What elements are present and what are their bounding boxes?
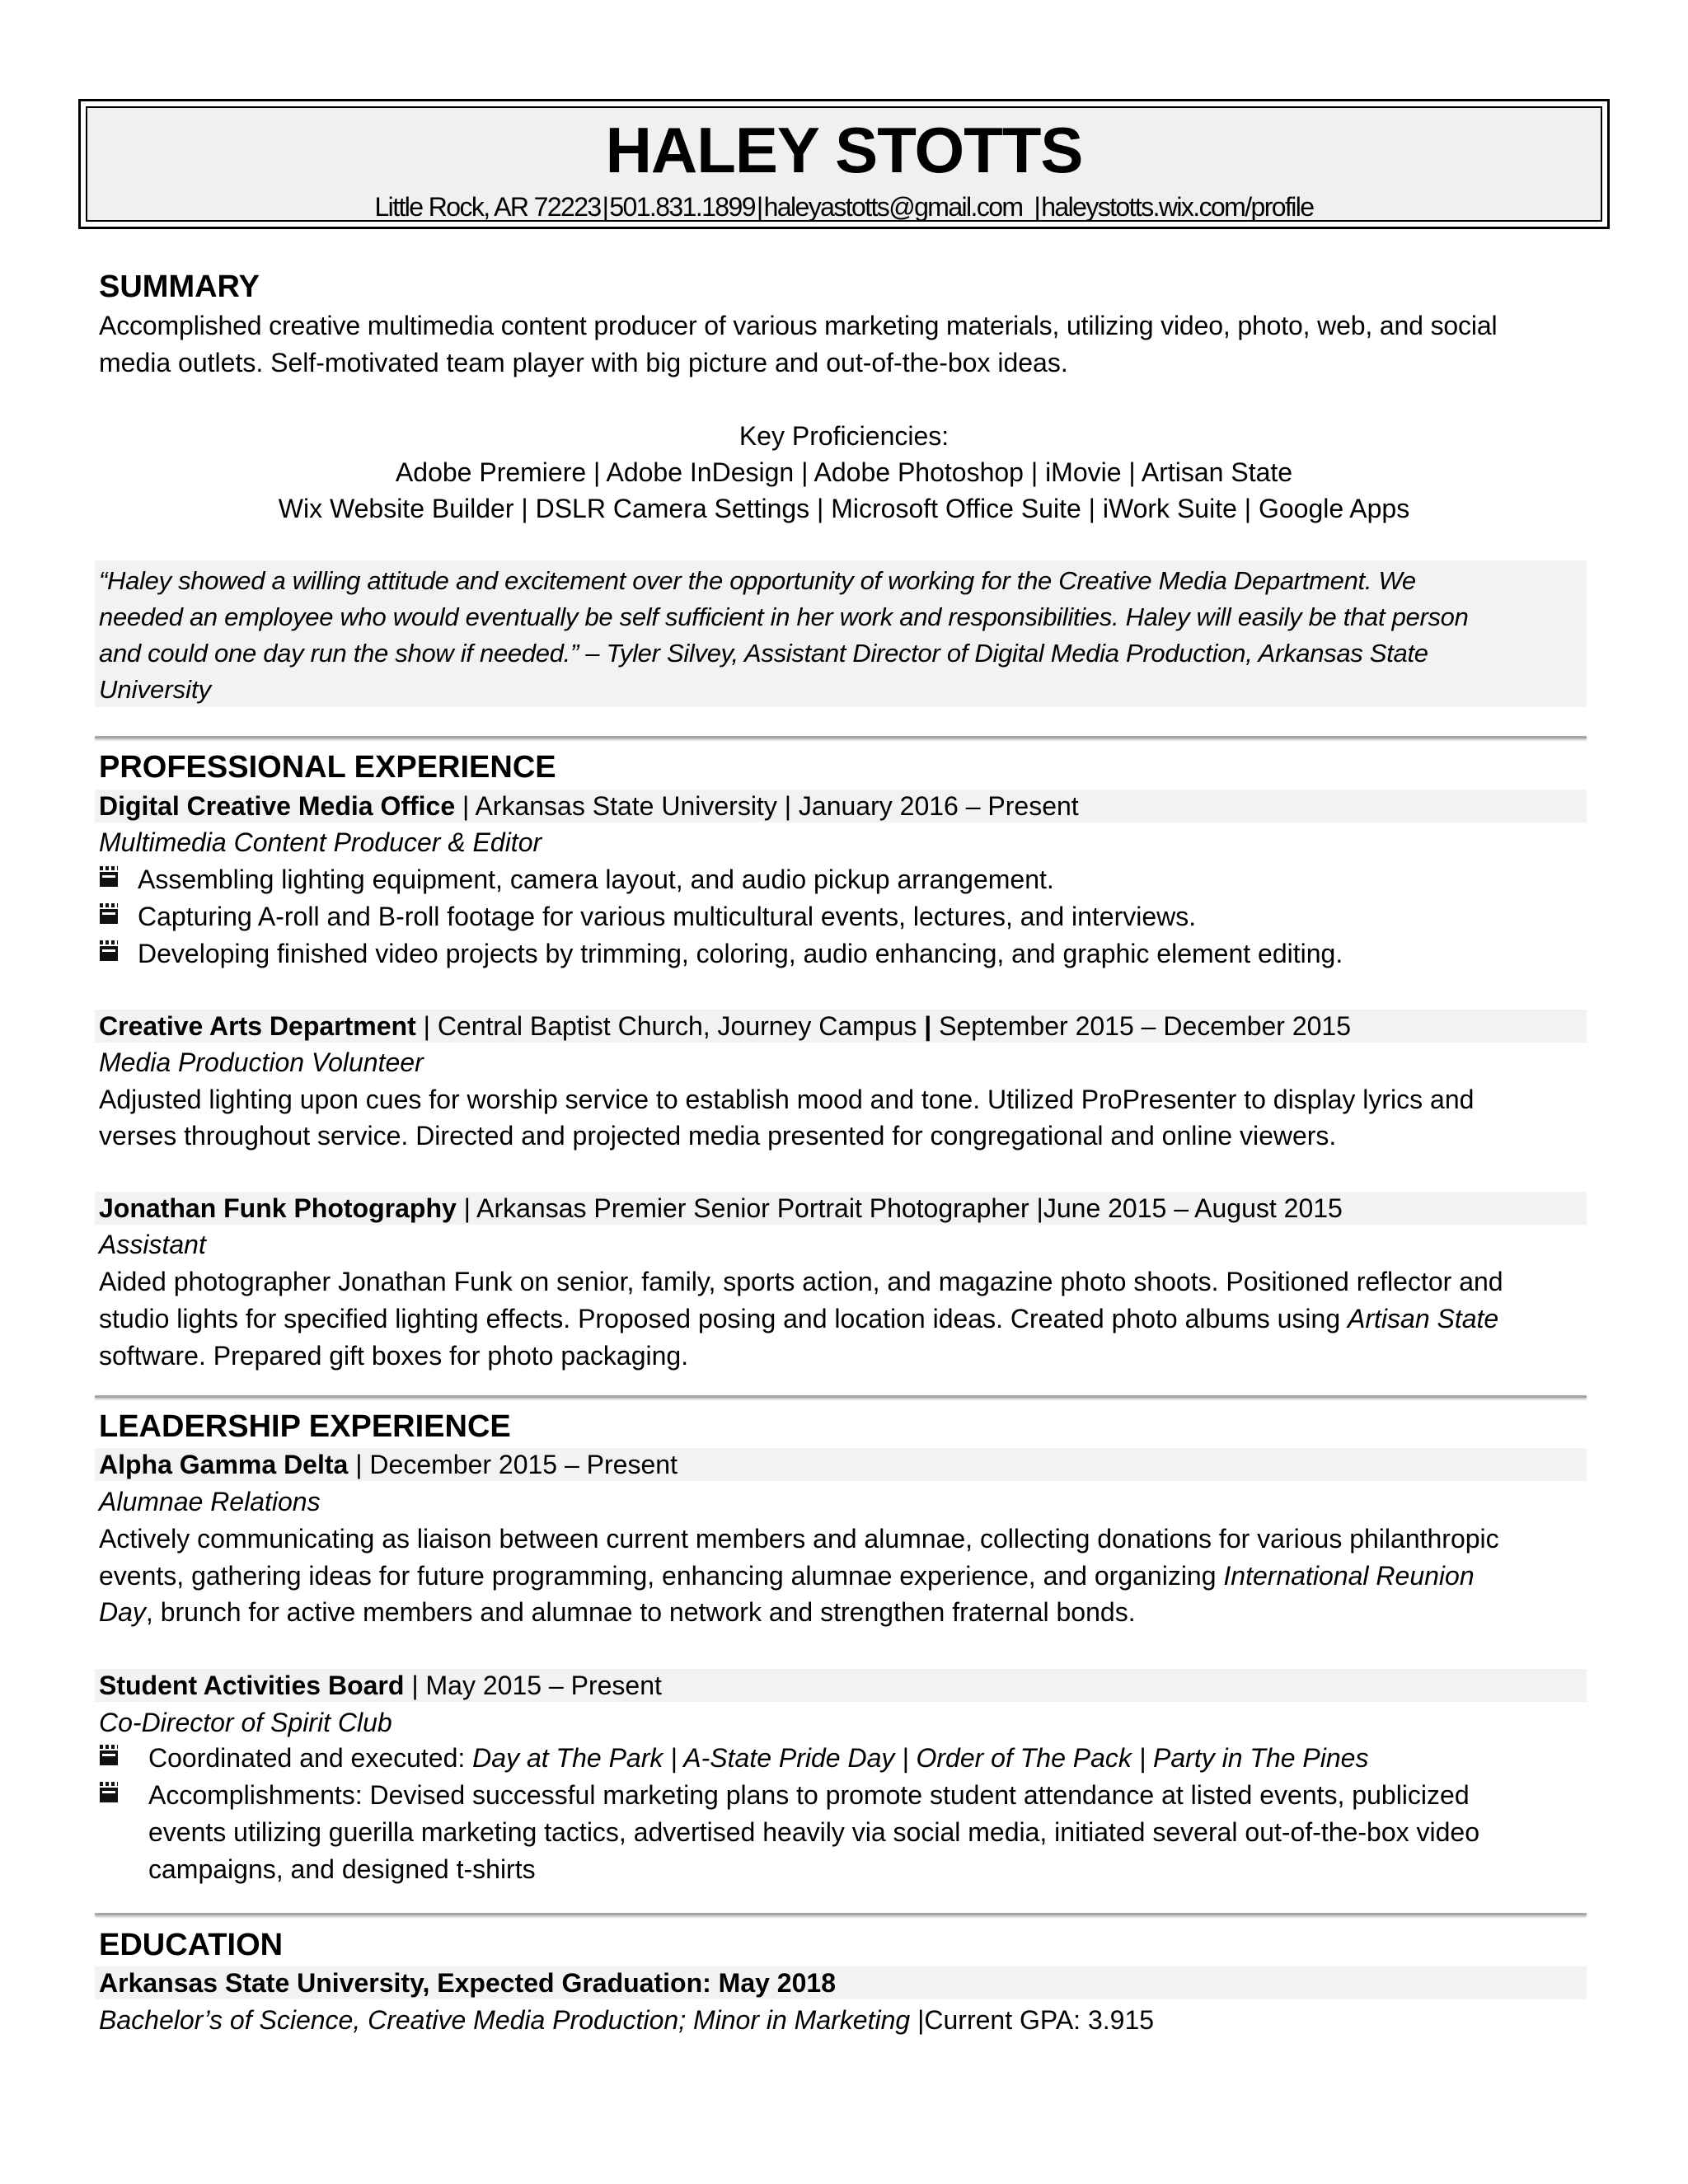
leadership-1-title: Alumnae Relations: [99, 1487, 321, 1516]
job-3-title: Assistant: [99, 1230, 206, 1259]
quote-line-1: “Haley showed a willing attitude and excitement over the opportunity of working for the Creative Media Department. We: [99, 566, 1416, 595]
proficiencies-line-2: Wix Website Builder | DSLR Camera Settings | Microsoft Office Suite | iWork Suite | Google Apps: [278, 494, 1410, 523]
job-2-title: Media Production Volunteer: [99, 1047, 424, 1077]
leadership-2-bullet-2-line-1: Accomplishments: Devised successful marketing plans to promote student attendance at listed events, publicized: [148, 1780, 1470, 1810]
phone: 501.831.1899: [609, 192, 755, 222]
section-divider: [95, 736, 1587, 738]
job-2-org: Creative Arts Department: [99, 1011, 416, 1041]
job-3-line-3: software. Prepared gift boxes for photo packaging.: [99, 1341, 689, 1371]
education-school: Arkansas State University, Expected Graduation: May 2018: [99, 1968, 836, 1998]
candidate-name: HALEY STOTTS: [605, 114, 1083, 186]
clapperboard-icon: [100, 872, 118, 887]
leadership-2-org: Student Activities Board: [99, 1671, 405, 1700]
education-gpa: |Current GPA: 3.915: [910, 2005, 1155, 2035]
clapperboard-icon: [100, 909, 118, 924]
website-link[interactable]: haleystotts.wix.com/profile: [1041, 192, 1314, 222]
leadership-2-bullet-2-line-2: events utilizing guerilla marketing tactics, advertised heavily via social media, initiated several out-of-the-box video: [148, 1817, 1480, 1847]
leadership-2-title: Co-Director of Spirit Club: [99, 1708, 392, 1737]
clapperboard-icon: [100, 946, 118, 961]
job-1-header: [99, 788, 1079, 824]
proficiencies-line-1: Adobe Premiere | Adobe InDesign | Adobe Photoshop | iMovie | Artisan State: [395, 457, 1293, 487]
professional-heading: PROFESSIONAL EXPERIENCE: [99, 750, 556, 785]
job-2-line-2: verses throughout service. Directed and projected media presented for congregational and online viewers.: [99, 1121, 1337, 1151]
leadership-1-line-3: Day, brunch for active members and alumnae to network and strengthen fraternal bonds.: [99, 1597, 1136, 1627]
quote-line-2: needed an employee who would eventually be self sufficient in her work and responsibilities. Haley will easily be that person: [99, 602, 1469, 631]
job-3-header: [99, 1190, 1343, 1226]
section-divider: [95, 1913, 1587, 1915]
contact-line: Little Rock, AR 72223|501.831.1899|haleyastotts@gmail.com |haleystotts.wix.com/profile: [374, 192, 1314, 222]
leadership-1-line-1: Actively communicating as liaison between current members and alumnae, collecting donations for various philanthropic: [99, 1524, 1499, 1554]
clapperboard-icon: [100, 1750, 118, 1765]
summary-line-1: Accomplished creative multimedia content producer of various marketing materials, utilizing video, photo, web, and social: [99, 311, 1498, 340]
job-3-org: Jonathan Funk Photography: [99, 1193, 457, 1223]
job-1-bullet-1: Assembling lighting equipment, camera layout, and audio pickup arrangement.: [138, 865, 1054, 894]
section-divider: [95, 1395, 1587, 1398]
summary-heading: SUMMARY: [99, 269, 260, 304]
leadership-1-header: Alpha Gamma Delta | December 2015 – Present: [99, 1450, 678, 1479]
leadership-2-bullet-2-line-3: campaigns, and designed t-shirts: [148, 1854, 536, 1884]
header-box: [78, 99, 1610, 229]
education-degree: Bachelor’s of Science, Creative Media Production; Minor in Marketing: [99, 2005, 911, 2035]
leadership-1-org: Alpha Gamma Delta: [99, 1450, 349, 1479]
job-1-title: Multimedia Content Producer & Editor: [99, 827, 542, 857]
job-1-org: Digital Creative Media Office: [99, 791, 456, 821]
job-2-line-1: Adjusted lighting upon cues for worship service to establish mood and tone. Utilized ProPresenter to display lyrics and: [99, 1085, 1475, 1114]
location: Little Rock, AR 72223: [374, 192, 601, 222]
job-3-line-2: studio lights for specified lighting effects. Proposed posing and location ideas. Created photo albums using Artisan State: [99, 1304, 1499, 1333]
email-link[interactable]: haleyastotts@gmail.com: [763, 192, 1023, 222]
clapperboard-icon: [100, 1788, 118, 1802]
job-2-header: Creative Arts Department | Central Baptist Church, Journey Campus | September 2015 – December 2015: [99, 1011, 1352, 1041]
proficiencies-title: Key Proficiencies:: [738, 421, 950, 451]
job-1-bullet-2: Capturing A-roll and B-roll footage for various multicultural events, lectures, and interviews.: [138, 902, 1197, 931]
leadership-2-bullet-1: Coordinated and executed: Day at The Park | A-State Pride Day | Order of The Pack | Party in The Pines: [148, 1743, 1369, 1773]
education-degree-line: [99, 2002, 1154, 2038]
job-1-bullet-3: Developing finished video projects by trimming, coloring, audio enhancing, and graphic element editing.: [138, 939, 1343, 968]
summary-line-2: media outlets. Self-motivated team player with big picture and out-of-the-box ideas.: [99, 348, 1068, 377]
education-heading: EDUCATION: [99, 1928, 284, 1962]
leadership-2-header: Student Activities Board | May 2015 – Present: [99, 1671, 662, 1700]
job-1-detail: | Arkansas State University | January 2016 – Present: [455, 791, 1079, 821]
job-3-line-1: Aided photographer Jonathan Funk on senior, family, sports action, and magazine photo shoots. Positioned reflector and: [99, 1267, 1503, 1296]
leadership-heading: LEADERSHIP EXPERIENCE: [99, 1409, 511, 1444]
quote-line-4: University: [99, 675, 212, 704]
quote-line-3: and could one day run the show if needed.” – Tyler Silvey, Assistant Director of Digital Media Production, Arkansas State: [99, 639, 1428, 668]
job-3-detail: | Arkansas Premier Senior Portrait Photographer |June 2015 – August 2015: [456, 1193, 1343, 1223]
leadership-1-line-2: events, gathering ideas for future programming, enhancing alumnae experience, and organizing International Reunion: [99, 1561, 1475, 1591]
